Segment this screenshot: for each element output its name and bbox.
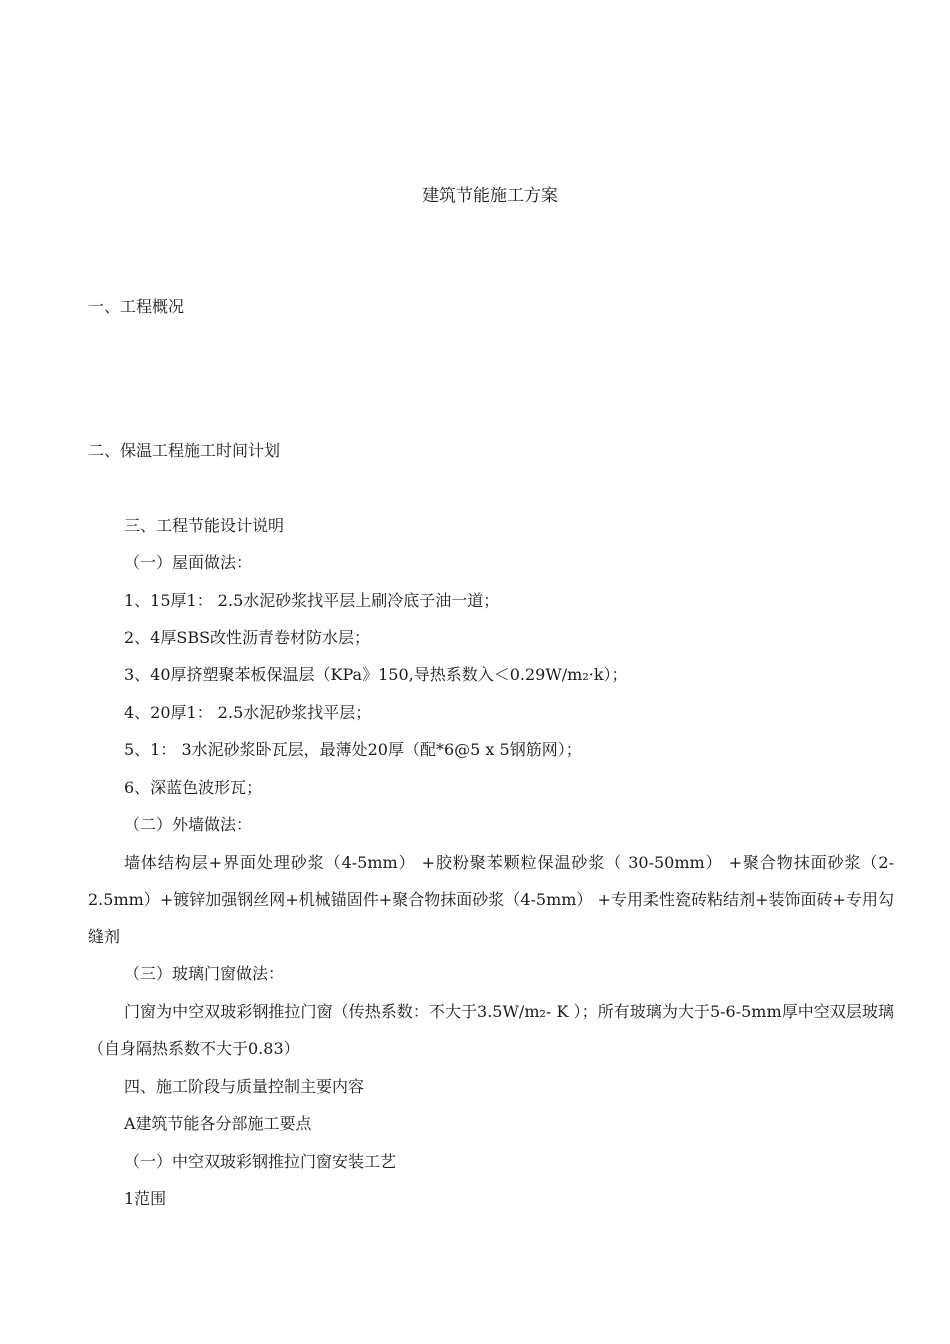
roof-item: 3、40厚挤塑聚苯板保温层（KPa》150,导热系数入＜0.29W/m₂·k）； xyxy=(124,665,628,684)
roof-item: 5、1： 3水泥砂浆卧瓦层，最薄处20厚（配*6@5 x 5钢筋网）； xyxy=(124,740,582,759)
section-heading-overview: 一、工程概况 xyxy=(88,297,185,316)
subsection-heading-a: A建筑节能各分部施工要点 xyxy=(124,1114,312,1133)
section-heading-design: 三、工程节能设计说明 xyxy=(124,516,285,535)
section-heading-schedule: 二、保温工程施工时间计划 xyxy=(88,441,281,460)
wall-heading: （二）外墙做法： xyxy=(124,815,253,834)
roof-heading: （一）屋面做法： xyxy=(124,553,253,572)
section-heading-quality: 四、施工阶段与质量控制主要内容 xyxy=(124,1077,365,1096)
subsection-heading-scope: 1范围 xyxy=(124,1189,167,1208)
document-title: 建筑节能施工方案 xyxy=(422,186,558,206)
roof-item: 2、4厚SBS改性沥青卷材防水层； xyxy=(124,628,371,647)
window-heading: （三）玻璃门窗做法： xyxy=(124,964,285,983)
roof-item: 1、15厚1： 2.5水泥砂浆找平层上刷冷底子油一道； xyxy=(124,591,500,610)
roof-item: 6、深蓝色波形瓦； xyxy=(124,778,263,797)
window-paragraph: 门窗为中空双玻彩钢推拉门窗（传热系数：不大于3.5W/m₂- K ）；所有玻璃为大于5-6-5mm厚中空双层玻璃（自身隔热系数不大于0.83） xyxy=(88,1002,894,1058)
wall-paragraph: 墙体结构层+界面处理砂浆（4-5mm） +胶粉聚苯颗粒保温砂浆（ 30-50mm） +聚合物抹面砂浆（2-2.5mm）+镀锌加强钢丝网+机械锚固件+聚合物抹面砂浆（4-5mm） +专用柔性瓷砖粘结剂+装饰面砖+专用勾缝剂 xyxy=(88,853,894,946)
roof-item: 4、20厚1： 2.5水泥砂浆找平层； xyxy=(124,703,372,722)
subsection-heading-window-install: （一）中空双玻彩钢推拉门窗安装工艺 xyxy=(124,1152,397,1171)
